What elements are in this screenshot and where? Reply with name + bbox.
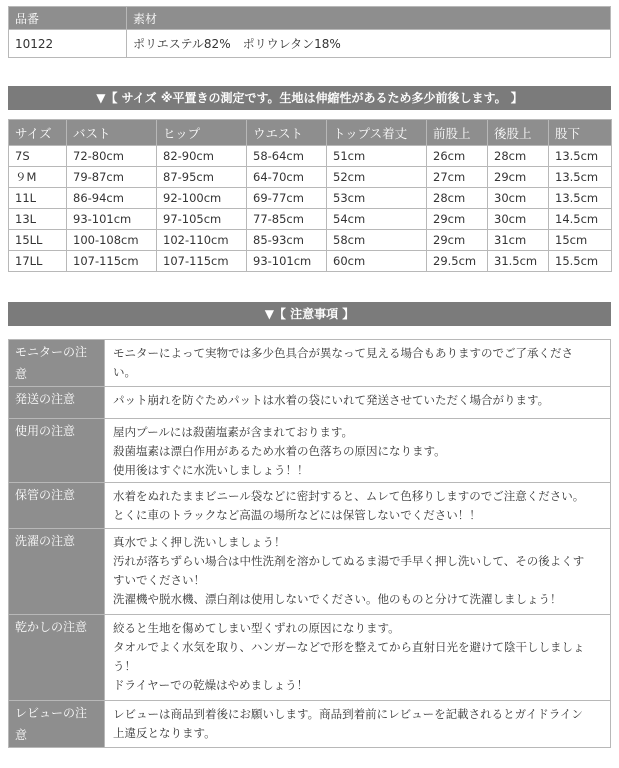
size-cell: 60cm xyxy=(327,251,427,272)
size-cell: 28cm xyxy=(427,188,488,209)
size-cell: 13.5cm xyxy=(549,167,612,188)
size-cell: 107-115cm xyxy=(67,251,157,272)
size-cell: ９M xyxy=(9,167,67,188)
notice-row-shipping xyxy=(9,387,611,419)
size-cell: 30cm xyxy=(488,209,549,230)
size-row xyxy=(9,188,612,209)
inseam-col-header: 股下 xyxy=(549,120,612,146)
size-cell: 82-90cm xyxy=(157,146,247,167)
size-cell: 52cm xyxy=(327,167,427,188)
notice-section-title: ▼【 注意事項 】 xyxy=(8,302,611,326)
size-cell: 13L xyxy=(9,209,67,230)
size-cell: 14.5cm xyxy=(549,209,612,230)
size-cell: 102-110cm xyxy=(157,230,247,251)
size-cell: 72-80cm xyxy=(67,146,157,167)
size-cell: 92-100cm xyxy=(157,188,247,209)
size-cell: 17LL xyxy=(9,251,67,272)
size-cell: 87-95cm xyxy=(157,167,247,188)
notice-label: レビューの注 意 xyxy=(9,701,105,748)
size-row xyxy=(9,167,612,188)
notice-text: 真水でよく押し洗いしましょう！ 汚れが落ちずらい場合は中性洗剤を溶かしてぬるま湯で手早く押し洗いして、その後よくす すいでください！ 洗濯機や脱水機、漂白剤は使用しないでください。他のものと分けて洗濯しましょう！ xyxy=(105,529,611,615)
notice-label: 使用の注意 xyxy=(9,419,105,483)
notice-row-review xyxy=(9,701,611,748)
product-number-value: 10122 xyxy=(9,30,127,58)
size-cell: 85-93cm xyxy=(247,230,327,251)
size-cell: 79-87cm xyxy=(67,167,157,188)
size-cell: 93-101cm xyxy=(67,209,157,230)
size-col-header: サイズ xyxy=(9,120,67,146)
size-cell: 13.5cm xyxy=(549,146,612,167)
notice-label: 洗濯の注意 xyxy=(9,529,105,615)
notice-row-drying xyxy=(9,615,611,701)
size-cell: 13.5cm xyxy=(549,188,612,209)
size-cell: 29cm xyxy=(427,209,488,230)
product-header-row xyxy=(9,7,611,30)
size-cell: 58cm xyxy=(327,230,427,251)
back-rise-col-header: 後股上 xyxy=(488,120,549,146)
size-cell: 77-85cm xyxy=(247,209,327,230)
notice-row-washing xyxy=(9,529,611,615)
waist-col-header: ウエスト xyxy=(247,120,327,146)
size-cell: 31cm xyxy=(488,230,549,251)
bust-col-header: バスト xyxy=(67,120,157,146)
tops-length-col-header: トップス着丈 xyxy=(327,120,427,146)
size-cell: 93-101cm xyxy=(247,251,327,272)
size-cell: 58-64cm xyxy=(247,146,327,167)
front-rise-col-header: 前股上 xyxy=(427,120,488,146)
size-cell: 64-70cm xyxy=(247,167,327,188)
size-cell: 51cm xyxy=(327,146,427,167)
notice-label: 発送の注意 xyxy=(9,387,105,419)
notice-text: モニターによって実物では多少色具合が異なって見える場合もありますのでご了承くださ い。 xyxy=(105,340,611,387)
notice-label: 乾かしの注意 xyxy=(9,615,105,701)
notice-text: レビューは商品到着後にお願いします。商品到着前にレビューを記載されるとガイドライン 上違反となります。 xyxy=(105,701,611,748)
size-cell: 15LL xyxy=(9,230,67,251)
size-cell: 86-94cm xyxy=(67,188,157,209)
size-section-title: ▼【 サイズ ※平置きの測定です。生地は伸縮性があるため多少前後します。 】 xyxy=(8,86,611,110)
size-row xyxy=(9,230,612,251)
size-cell: 53cm xyxy=(327,188,427,209)
size-header-row xyxy=(9,120,612,146)
size-row xyxy=(9,146,612,167)
size-cell: 11L xyxy=(9,188,67,209)
product-info-table xyxy=(8,6,611,58)
size-cell: 15.5cm xyxy=(549,251,612,272)
material-header: 素材 xyxy=(127,7,611,30)
notice-table xyxy=(8,339,611,748)
size-cell: 30cm xyxy=(488,188,549,209)
notice-label: モニターの注 意 xyxy=(9,340,105,387)
size-row xyxy=(9,251,612,272)
size-cell: 15cm xyxy=(549,230,612,251)
size-cell: 7S xyxy=(9,146,67,167)
size-cell: 31.5cm xyxy=(488,251,549,272)
notice-label: 保管の注意 xyxy=(9,483,105,529)
notice-text: 屋内プールには殺菌塩素が含まれております。 殺菌塩素は漂白作用があるため水着の色落ちの原因になります。 使用後はすぐに水洗いしましょう！！ xyxy=(105,419,611,483)
product-number-header: 品番 xyxy=(9,7,127,30)
size-cell: 27cm xyxy=(427,167,488,188)
size-cell: 29.5cm xyxy=(427,251,488,272)
size-cell: 29cm xyxy=(427,230,488,251)
notice-text: 絞ると生地を傷めてしまい型くずれの原因になります。 タオルでよく水気を取り、ハンガーなどで形を整えてから直射日光を避けて陰干ししましょ う！ ドライヤーでの乾燥はやめましょう！ xyxy=(105,615,611,701)
size-cell: 54cm xyxy=(327,209,427,230)
notice-text: 水着をぬれたままビニール袋などに密封すると、ムレて色移りしますのでご注意ください。 とくに車のトラックなど高温の場所などには保管しないでください！！ xyxy=(105,483,611,529)
notice-row-usage xyxy=(9,419,611,483)
size-cell: 28cm xyxy=(488,146,549,167)
notice-text: パット崩れを防ぐためパットは水着の袋にいれて発送させていただく場合がります。 xyxy=(105,387,611,419)
notice-row-monitor xyxy=(9,340,611,387)
size-cell: 97-105cm xyxy=(157,209,247,230)
size-row xyxy=(9,209,612,230)
size-cell: 26cm xyxy=(427,146,488,167)
size-cell: 69-77cm xyxy=(247,188,327,209)
hip-col-header: ヒップ xyxy=(157,120,247,146)
size-cell: 29cm xyxy=(488,167,549,188)
size-table xyxy=(8,119,612,272)
size-cell: 107-115cm xyxy=(157,251,247,272)
product-value-row xyxy=(9,30,611,58)
notice-row-storage xyxy=(9,483,611,529)
size-cell: 100-108cm xyxy=(67,230,157,251)
material-value: ポリエステル82% ポリウレタン18% xyxy=(127,30,611,58)
